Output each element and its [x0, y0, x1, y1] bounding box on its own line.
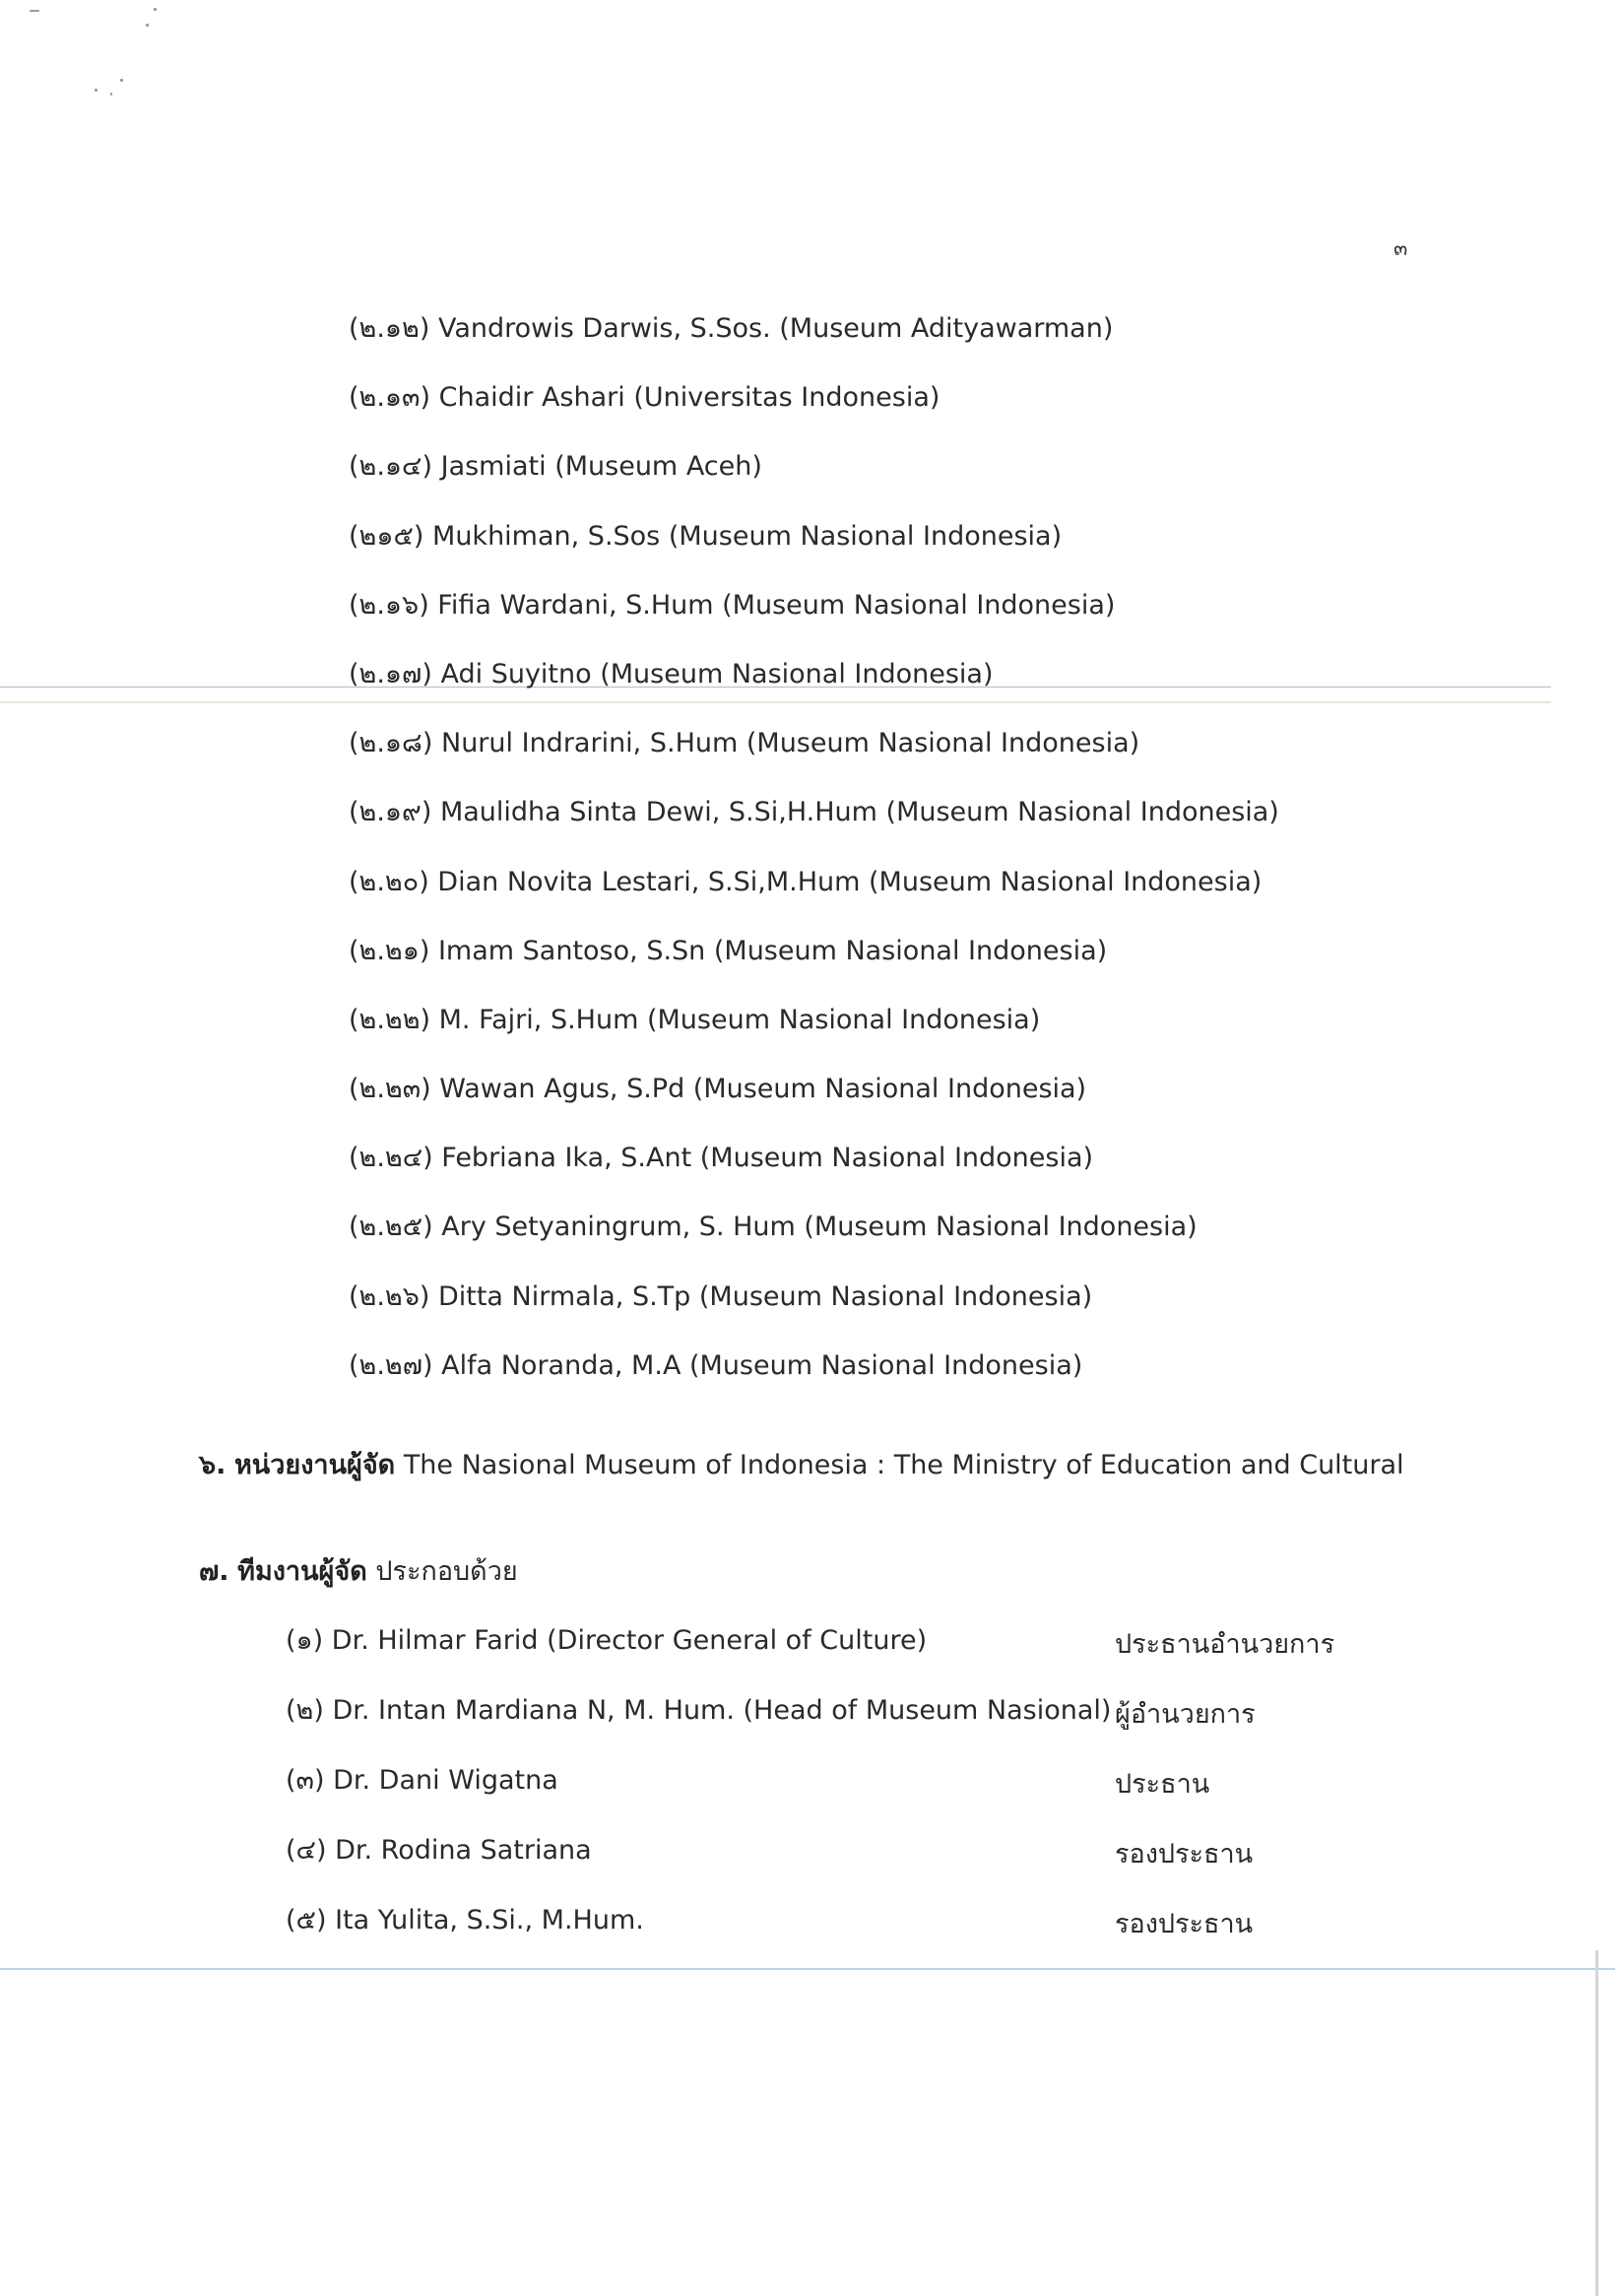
team-member-row [286, 1689, 1329, 1733]
participant-item: (๒.๒๕) Ary Setyaningrum, S. Hum (Museum Nasional Indonesia) [349, 1212, 1198, 1243]
scan-speck [110, 93, 112, 96]
participant-item: (๒.๑๒) Vandrowis Darwis, S.Sos. (Museum Adityawarman) [349, 313, 1114, 344]
participant-item: (๒.๒๒) M. Fajri, S.Hum (Museum Nasional Indonesia) [349, 1004, 1041, 1035]
scan-speck [95, 89, 97, 92]
section-label: ทีมงานผู้จัด [237, 1556, 367, 1587]
section-intro-text: ประกอบด้วย [375, 1556, 518, 1587]
participant-item: (๒.๑๖) Fifia Wardani, S.Hum (Museum Nasional Indonesia) [349, 589, 1116, 621]
participant-item: (๒.๒๐) Dian Novita Lestari, S.Si,M.Hum (Museum Nasional Indonesia) [349, 866, 1263, 897]
organizing-team-section [199, 1550, 518, 1594]
scan-artifact-line [0, 1968, 1615, 1970]
participant-item: (๒.๑๘) Nurul Indrarini, S.Hum (Museum Nasional Indonesia) [349, 728, 1140, 759]
scan-speck [146, 24, 149, 27]
participant-item: (๒.๑๙) Maulidha Sinta Dewi, S.Si,H.Hum (Museum Nasional Indonesia) [349, 797, 1279, 828]
section-number: ๗. [199, 1556, 229, 1587]
participant-item: (๒.๒๗) Alfa Noranda, M.A (Museum Nasional Indonesia) [349, 1349, 1083, 1381]
scan-speck [30, 10, 39, 12]
section-number: ๖. [199, 1450, 227, 1480]
participant-item: (๒.๑๔) Jasmiati (Museum Aceh) [349, 451, 762, 483]
team-member-row [286, 1759, 1329, 1803]
team-member-name: (๑) Dr. Hilmar Farid (Director General of Culture) [286, 1625, 928, 1656]
team-member-name: (๕) Ita Yulita, S.Si., M.Hum. [286, 1905, 644, 1935]
section-label: หน่วยงานผู้จัด [234, 1450, 396, 1480]
team-member-name: (๓) Dr. Dani Wigatna [286, 1765, 558, 1796]
team-member-role: ประธานอำนวยการ [1115, 1629, 1335, 1660]
scan-speck [120, 79, 123, 82]
team-member-role: รองประธาน [1115, 1909, 1254, 1939]
organizer-section [199, 1444, 1404, 1487]
participant-item: (๒.๒๑) Imam Santoso, S.Sn (Museum Nasional Indonesia) [349, 935, 1108, 966]
participant-item: (๒.๑๗) Adi Suyitno (Museum Nasional Indonesia) [349, 658, 994, 689]
page-number: ๓ [1394, 236, 1408, 260]
team-member-row [286, 1829, 1329, 1872]
team-member-role: รองประธาน [1115, 1839, 1254, 1870]
scan-speck [154, 8, 157, 11]
team-member-role: ผู้อำนวยการ [1115, 1699, 1256, 1730]
team-member-role: ประธาน [1115, 1769, 1210, 1800]
team-member-row [286, 1899, 1329, 1942]
organizer-text: The Nasional Museum of Indonesia : The Ministry of Education and Cultural [403, 1450, 1404, 1480]
participant-item: (๒.๒๓) Wawan Agus, S.Pd (Museum Nasional Indonesia) [349, 1074, 1087, 1105]
scan-artifact-line [1595, 1950, 1598, 2296]
scan-specks [30, 0, 167, 118]
participant-item: (๒.๒๔) Febriana Ika, S.Ant (Museum Nasional Indonesia) [349, 1143, 1094, 1174]
participant-item: (๒.๒๖) Ditta Nirmala, S.Tp (Museum Nasional Indonesia) [349, 1280, 1093, 1312]
participant-item: (๒.๑๓) Chaidir Ashari (Universitas Indonesia) [349, 382, 940, 414]
team-member-name: (๔) Dr. Rodina Satriana [286, 1835, 592, 1866]
team-member-row [286, 1619, 1335, 1663]
participant-item: (๒๑๕) Mukhiman, S.Sos (Museum Nasional Indonesia) [349, 520, 1063, 552]
participant-list [349, 307, 1279, 1413]
team-member-name: (๒) Dr. Intan Mardiana N, M. Hum. (Head of Museum Nasional) [286, 1695, 1112, 1726]
